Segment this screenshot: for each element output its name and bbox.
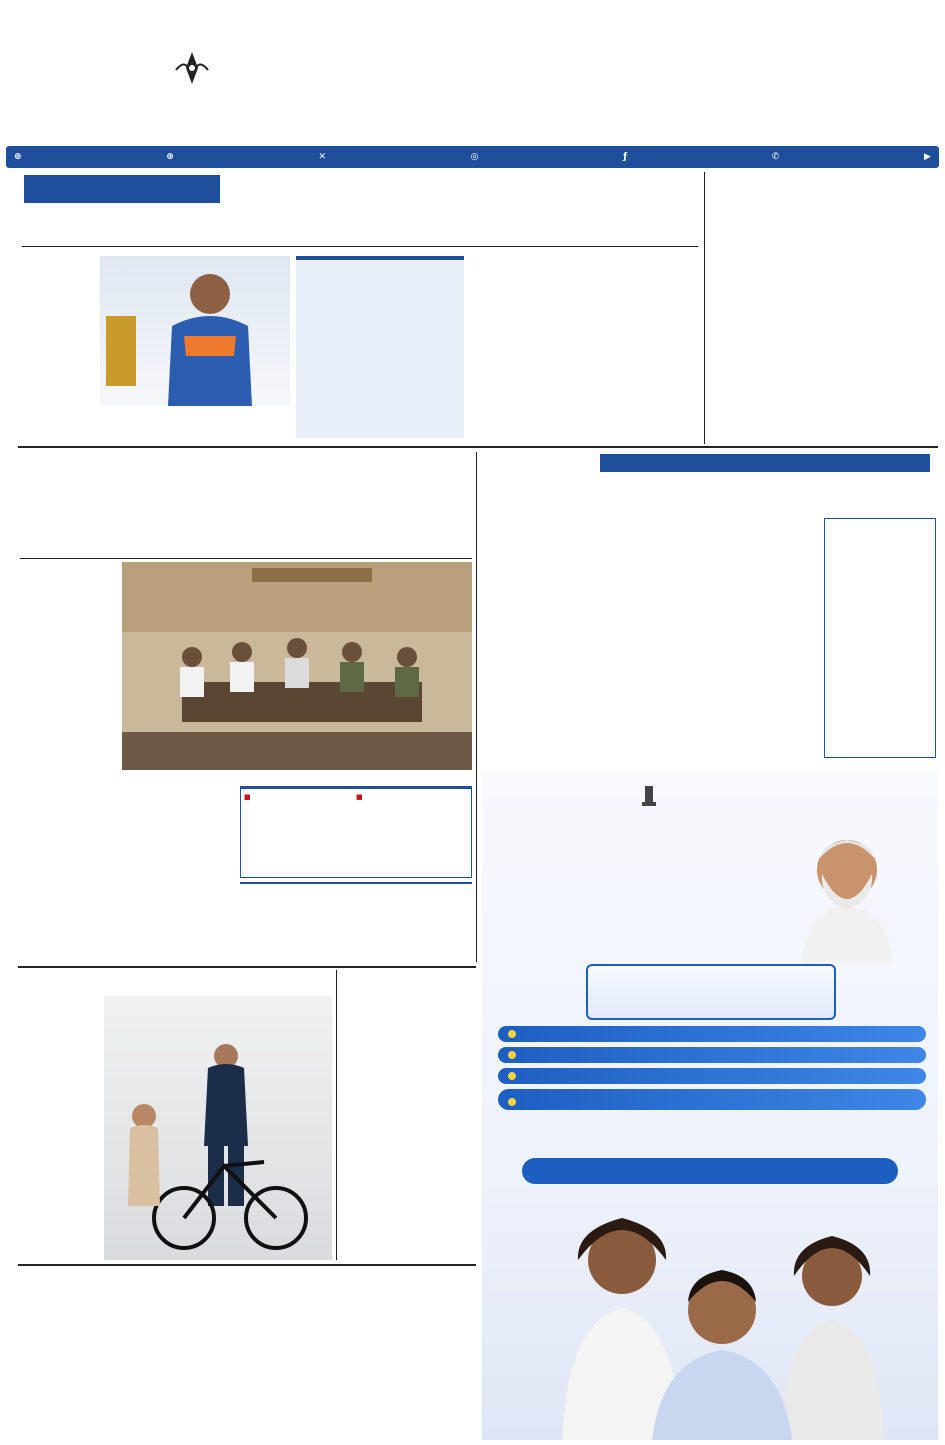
china-body-1 xyxy=(598,562,714,766)
china-body-2 xyxy=(720,520,820,766)
china-box-body xyxy=(825,523,935,737)
ad-footer-banner xyxy=(522,1158,898,1184)
youtube-icon: ▶ xyxy=(924,152,931,162)
bullet-dot-icon xyxy=(508,1051,516,1059)
ukraine-headline-box xyxy=(18,1166,134,1224)
divider xyxy=(18,446,938,448)
mp-body xyxy=(18,594,116,958)
social-item[interactable] xyxy=(772,152,780,162)
china-kicker xyxy=(600,454,930,472)
social-item[interactable] xyxy=(318,152,326,162)
bullet-dot-icon xyxy=(508,1098,516,1106)
t20-photo xyxy=(100,256,290,406)
meeting-photo-icon xyxy=(122,562,472,770)
mp-photo xyxy=(122,562,472,770)
t20-tag xyxy=(24,175,220,203)
benefit-item xyxy=(498,1068,926,1084)
labour-codes-ad xyxy=(482,772,938,1440)
t20-col2-body xyxy=(470,255,584,405)
t20-body xyxy=(18,286,96,434)
vertical-divider xyxy=(704,172,705,444)
mp-protest-box xyxy=(240,882,472,962)
social-item[interactable] xyxy=(14,152,22,162)
social-item[interactable] xyxy=(166,152,174,162)
pm-portrait xyxy=(782,814,912,962)
benefit-item xyxy=(498,1089,926,1110)
edition-block xyxy=(837,14,917,26)
facebook-icon: ƒ xyxy=(623,152,628,162)
portrait-icon xyxy=(782,814,912,962)
t20-col2 xyxy=(470,252,584,405)
t20-col3-body xyxy=(590,254,700,372)
bullet-dot-icon xyxy=(508,1030,516,1038)
cycling-photo xyxy=(104,996,332,1260)
mp-mid-body xyxy=(122,786,234,962)
hanuman-body-1 xyxy=(710,262,820,440)
globe-icon: ⊕ xyxy=(166,152,174,162)
divider xyxy=(18,1264,476,1266)
protest-title xyxy=(240,882,472,884)
social-item[interactable] xyxy=(471,152,479,162)
protest-body xyxy=(240,887,472,945)
mp-directives-box xyxy=(240,786,472,878)
benefit-item xyxy=(498,1026,926,1042)
t20-col3 xyxy=(590,252,700,416)
workers-group-icon xyxy=(522,1190,912,1440)
emblem-icon xyxy=(642,784,656,808)
cricketer-photo-icon xyxy=(100,256,290,406)
cyclist-photo-icon xyxy=(104,996,332,1260)
divider xyxy=(22,246,698,247)
t20-box xyxy=(296,256,464,438)
guarantee-banner xyxy=(586,964,836,1020)
vertical-divider xyxy=(336,970,337,1260)
china-box xyxy=(824,518,936,758)
whatsapp-icon: ✆ xyxy=(771,152,780,162)
pak-body xyxy=(340,1028,476,1258)
social-item[interactable] xyxy=(623,152,627,162)
divider xyxy=(20,558,472,559)
newspaper-title xyxy=(170,28,770,108)
ad-benefits-list xyxy=(498,1026,926,1115)
drugs-body xyxy=(482,498,592,766)
instagram-icon: ◎ xyxy=(470,152,479,162)
social-bar xyxy=(6,146,939,168)
divider xyxy=(18,966,476,968)
social-item[interactable] xyxy=(924,152,931,162)
workers-photo xyxy=(522,1190,912,1440)
t20-col3-note xyxy=(590,372,700,416)
pen-logo-icon xyxy=(174,50,210,86)
poster-name xyxy=(254,1086,256,1088)
masthead xyxy=(0,0,945,142)
hanuman-body-2 xyxy=(826,228,936,440)
t20-box-body xyxy=(296,260,464,420)
benefit-item xyxy=(498,1047,926,1063)
x-icon: ✕ xyxy=(318,152,326,162)
bullet-dot-icon xyxy=(508,1072,516,1080)
globe-icon: ⊕ xyxy=(14,152,22,162)
vertical-divider xyxy=(476,452,477,962)
